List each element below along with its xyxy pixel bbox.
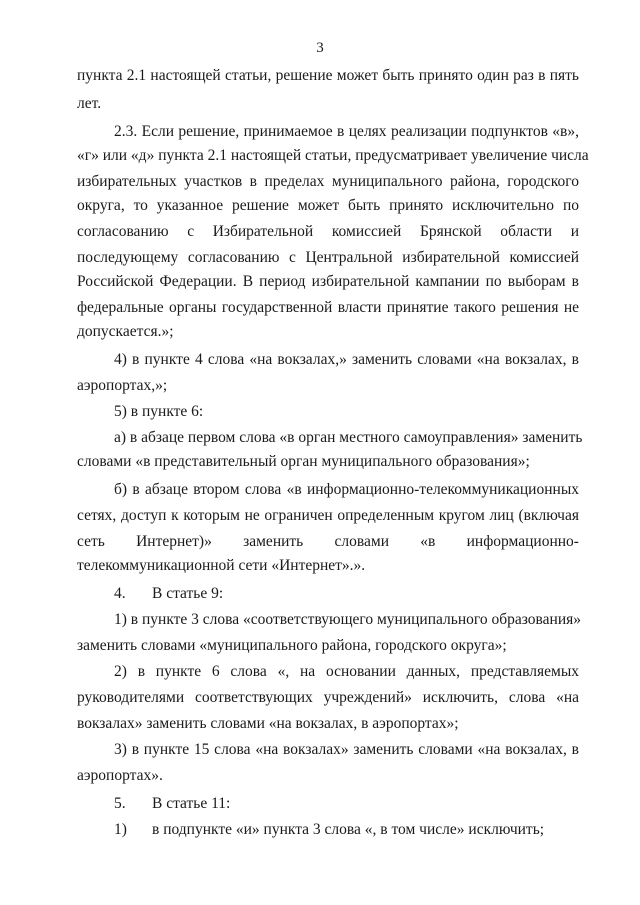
text-line: заменить словами «муниципального района, городского округа»;	[77, 637, 507, 654]
text-line: «г» или «д» пункта 2.1 настоящей статьи, предусматривает увеличение числа	[77, 147, 589, 164]
text-line: В статье 11:	[152, 795, 231, 812]
text-line: допускается.»;	[77, 323, 174, 340]
text-line: В статье 9:	[152, 585, 224, 602]
text-line: словами «в представительный орган муниципального образования»;	[77, 453, 530, 470]
text-line: 1) в пункте 3 слова «соответствующего муниципального образования»	[114, 611, 581, 628]
page-number: 3	[316, 40, 324, 56]
word: заменить	[243, 533, 304, 550]
text-line: последующему согласованию с Центральной избирательной комиссией	[77, 249, 579, 266]
word: комиссией	[331, 223, 402, 240]
word: и	[570, 223, 579, 240]
text-line: Российской Федерации. В период избирательной кампании по выборам в	[77, 273, 579, 290]
text-line: аэропортах».	[77, 767, 163, 784]
text-line: аэропортах,»;	[77, 377, 168, 394]
text-line: пункта 2.1 настоящей статьи, решение может быть принято один раз в пять	[77, 67, 579, 84]
text-line: округа, то указанное решение может быть принято исключительно по	[77, 197, 579, 214]
text-line-justified	[77, 532, 579, 552]
word: Избирательной	[212, 223, 314, 240]
item-number: 4.	[114, 585, 126, 602]
item-number: 5.	[114, 795, 126, 812]
text-line: б) в абзаце втором слова «в информационно-телекоммуникационных	[114, 481, 579, 498]
text-line-justified	[77, 222, 579, 242]
item-number: 1)	[114, 821, 127, 838]
word: информационно-	[466, 533, 579, 550]
text-line: 4) в пункте 4 слова «на вокзалах,» заменить словами «на вокзалах, в	[114, 351, 579, 368]
word: согласованию	[77, 223, 169, 240]
text-line: 5) в пункте 6:	[114, 403, 204, 420]
text-line: 2.3. Если решение, принимаемое в целях реализации подпунктов «в»,	[114, 123, 579, 140]
word: Брянской	[419, 223, 482, 240]
word: «в	[420, 533, 436, 550]
text-line: а) в абзаце первом слова «в орган местного самоуправления» заменить	[114, 429, 583, 446]
word: словами	[334, 533, 389, 550]
text-line: вокзалах» заменить словами «на вокзалах, в аэропортах»;	[77, 715, 459, 732]
text-line: избирательных участков в пределах муниципального района, городского	[77, 173, 579, 190]
word: Интернет)»	[136, 533, 212, 550]
text-line: лет.	[77, 95, 102, 112]
text-line: телекоммуникационной сети «Интернет».».	[77, 557, 366, 574]
text-line: в подпункте «и» пункта 3 слова «, в том числе» исключить;	[152, 821, 545, 838]
text-line: сетях, доступ к которым не ограничен определенным кругом лиц (включая	[77, 507, 579, 524]
word: сеть	[77, 533, 105, 550]
text-line: руководителями соответствующих учреждений» исключить, слова «на	[77, 689, 579, 706]
text-line: 3) в пункте 15 слова «на вокзалах» заменить словами «на вокзалах, в	[114, 741, 579, 758]
word: с	[187, 223, 195, 240]
text-line: федеральные органы государственной власти принятие такого решения не	[77, 299, 579, 316]
text-line: 2) в пункте 6 слова «, на основании данных, представляемых	[114, 663, 579, 680]
word: области	[500, 223, 553, 240]
